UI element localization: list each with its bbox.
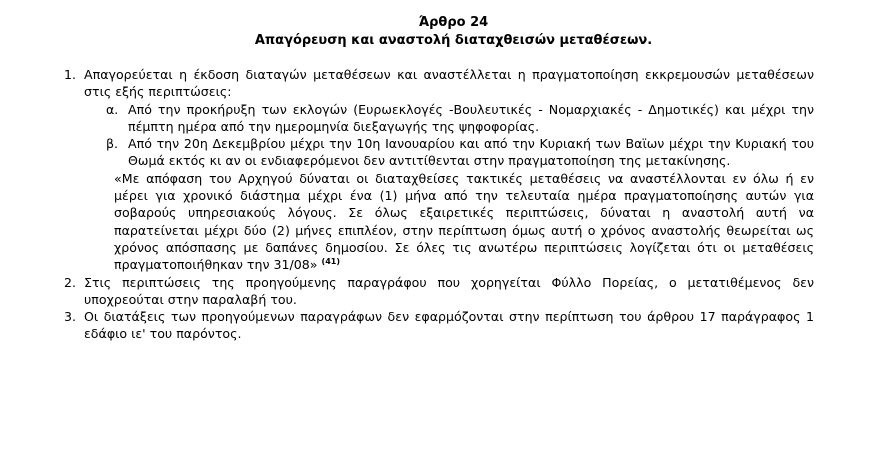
article-title: Άρθρο 24 bbox=[418, 15, 489, 30]
amendment-quote bbox=[114, 170, 814, 274]
paragraph-text: Απαγορεύεται η έκδοση διαταγών μεταθέσεων και αναστέλλεται η πραγματοποίηση εκκρεμουσών μεταθέσεων στις εξής περιπτώσεις: bbox=[84, 67, 814, 100]
paragraph-list bbox=[64, 66, 814, 343]
subitem-letter: β. bbox=[106, 136, 119, 152]
subitem-text: Από την προκήρυξη των εκλογών (Ευρωεκλογές -Βουλευτικές - Νομαρχιακές - Δημοτικές) και μέχρι την πέμπτη ημέρα από την ημερομηνία διεξαγωγής της ψηφοφορίας. bbox=[128, 101, 814, 134]
amendment-quote-text: «Με απόφαση του Αρχηγού δύναται οι διαταχθείσες τακτικές μεταθέσεις να αναστέλλονται εν όλω ή εν μέρει για χρονικό διάστημα μέχρι ένα (1) μήνα από την τελευταία ημέρα πραγματοποίησης αυτών για σοβαρούς υπηρεσιακούς λόγους. Σε όλως εξαιρετικές περιπτώσεις, δύναται η αναστολή αυτή να παρατείνεται μέχρι δύο (2) μήνες επιπλέον, στην περίπτωση όμως αυτή ο χρόνος αναστολής θεωρείται ως χρόνος απόσπασης με δαπάνες δημοσίου. Σε όλες τις ανωτέρω περιπτώσεις λογίζεται ότι οι μεταθέσεις πραγματοποιήθηκαν την 31/08» bbox=[114, 170, 814, 273]
subitem-text: Από την 20η Δεκεμβρίου μέχρι την 10η Ιανουαρίου και από την Κυριακή των Βαϊων μέχρι την Κυριακή του Θωμά εκτός κι αν οι ενδιαφερόμενοι δεν αντιτίθενται στην πραγματοποίηση της μετακίνησης. bbox=[128, 136, 814, 169]
article-subtitle: Απαγόρευση και αναστολή διαταχθεισών μεταθέσεων. bbox=[254, 33, 653, 48]
subitem-a bbox=[106, 101, 814, 136]
paragraph-text: Οι διατάξεις των προηγούμενων παραγράφων δεν εφαρμόζονται στην περίπτωση του άρθρου 17 παράγραφος 1 εδάφιο ιε' του παρόντος. bbox=[84, 309, 814, 342]
paragraph-3 bbox=[64, 308, 814, 343]
footnote-marker: (41) bbox=[321, 257, 340, 267]
document-page bbox=[0, 14, 883, 461]
paragraph-body bbox=[84, 66, 814, 274]
paragraph-number: 1. bbox=[64, 67, 77, 82]
subitem-b bbox=[106, 135, 814, 170]
paragraph-number: 2. bbox=[64, 274, 77, 290]
paragraph-2 bbox=[64, 274, 814, 309]
subitem-letter: α. bbox=[106, 101, 119, 117]
paragraph-number: 3. bbox=[64, 309, 77, 325]
paragraph-text: Στις περιπτώσεις της προηγούμενης παραγράφου που χορηγείται Φύλλο Πορείας, ο μετατιθέμενος δεν υποχρεούται στην παραλαβή του. bbox=[84, 274, 814, 307]
article-heading bbox=[0, 14, 883, 50]
paragraph-1 bbox=[64, 66, 814, 274]
